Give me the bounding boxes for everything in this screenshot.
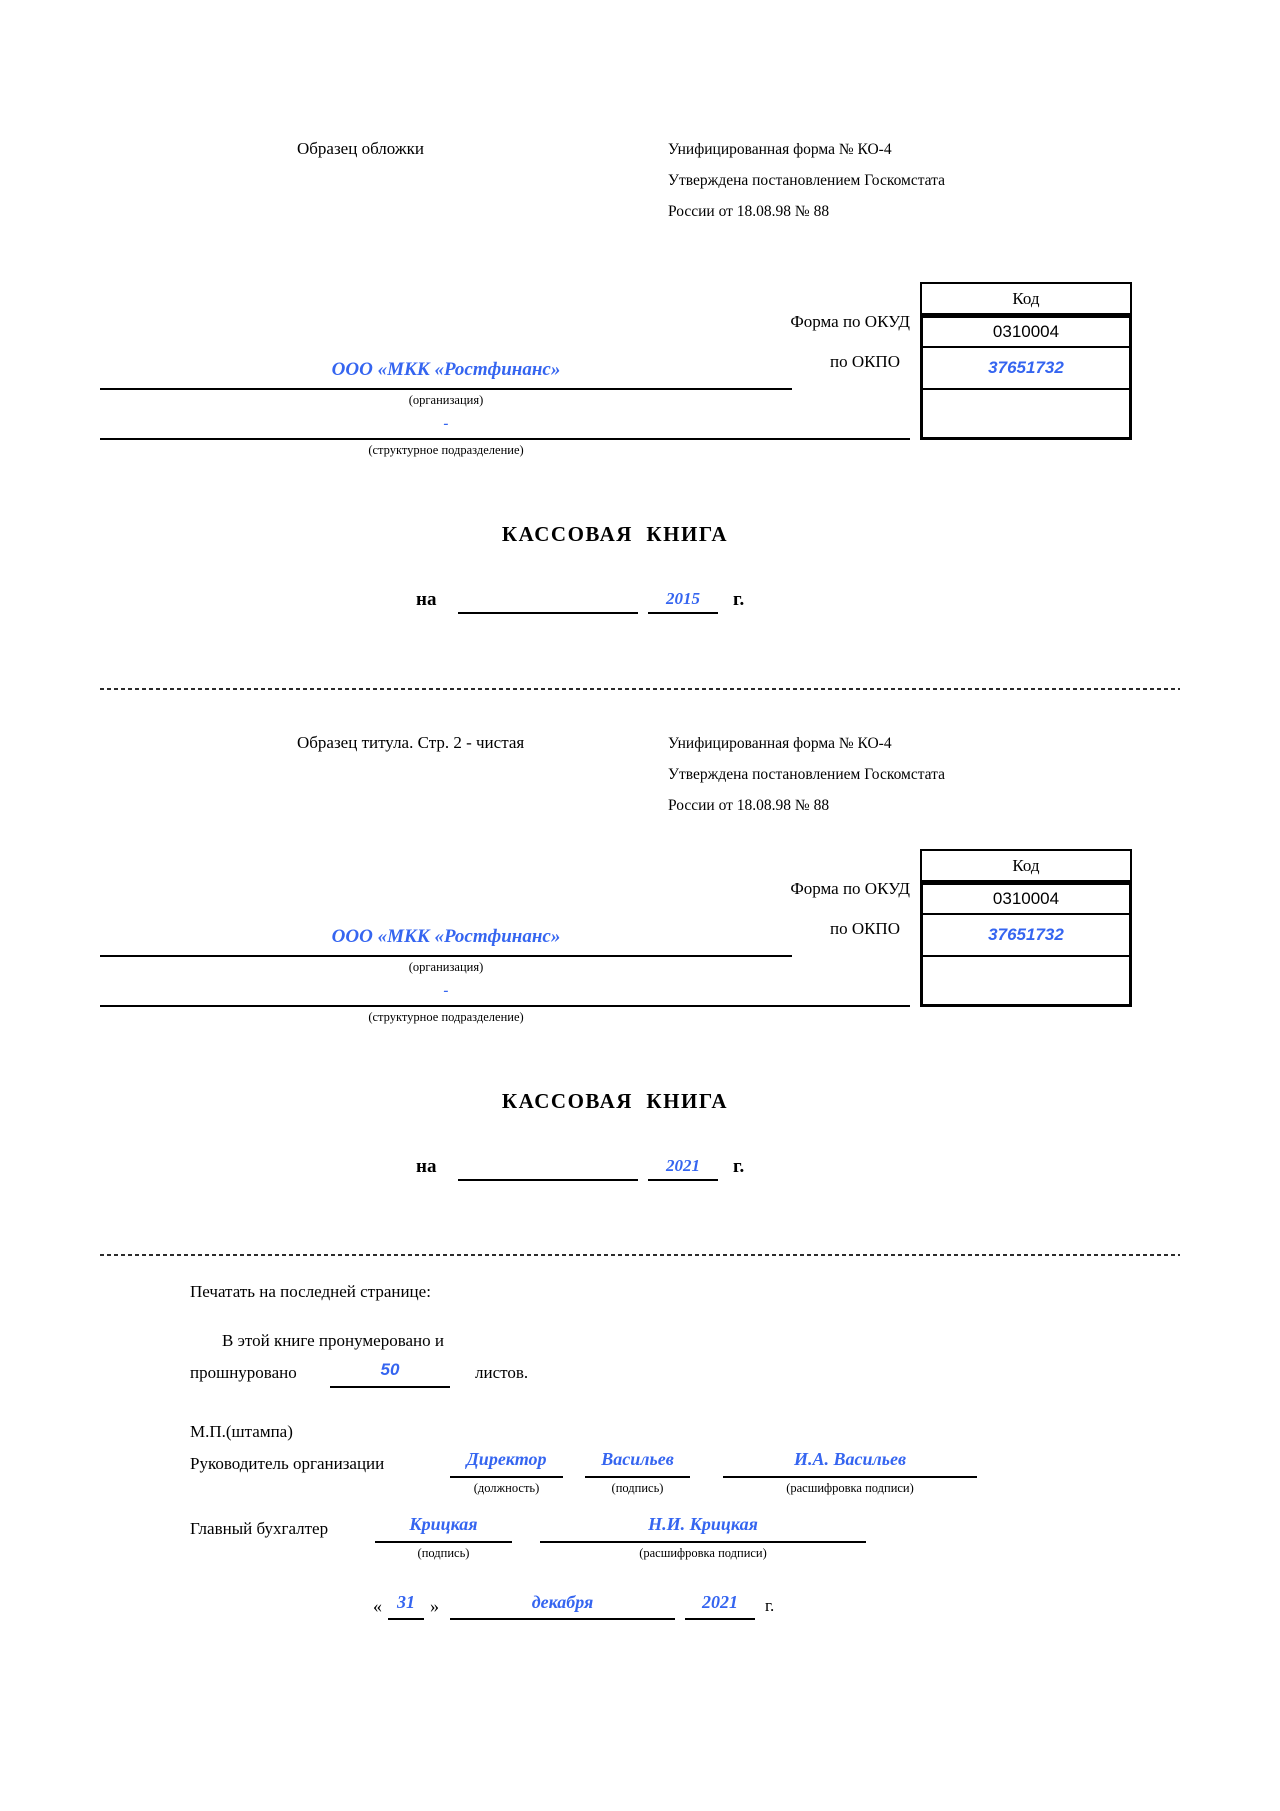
head-position-caption: (должность)	[473, 1481, 540, 1495]
organization-value: ООО «МКК «Ростфинанс»	[331, 359, 561, 380]
numbered-line-1: В этой книге пронумеровано и	[222, 1331, 445, 1350]
subdivision-caption: (структурное подразделение)	[368, 1010, 524, 1024]
head-signature-caption: (подпись)	[611, 1481, 664, 1495]
accountant-name-caption: (расшифровка подписи)	[639, 1546, 767, 1560]
accountant-signature-underline	[375, 1541, 512, 1543]
section-divider	[100, 1254, 1180, 1256]
year-blank-underline	[458, 1179, 638, 1181]
date-month-underline	[450, 1618, 675, 1620]
accountant-name-underline	[540, 1541, 866, 1543]
year-blank-underline	[458, 612, 638, 614]
okud-value: 0310004	[923, 885, 1129, 915]
head-label: Руководитель организации	[190, 1454, 385, 1473]
head-position-underline	[450, 1476, 563, 1478]
section-divider	[100, 688, 1180, 690]
accountant-name-value: Н.И. Крицкая	[648, 1514, 758, 1534]
head-name-value: И.А. Васильев	[793, 1449, 906, 1469]
form-header-line: Унифицированная форма № КО-4	[668, 735, 892, 752]
year-suffix: г.	[733, 1156, 745, 1177]
head-signature-value: Васильев	[601, 1449, 674, 1469]
form-header-line: Унифицированная форма № КО-4	[668, 141, 892, 158]
accountant-signature-caption: (подпись)	[417, 1546, 470, 1560]
subdivision-underline	[100, 1005, 910, 1007]
form-header-line: России от 18.08.98 № 88	[668, 203, 830, 220]
date-open-quote: «	[373, 1596, 382, 1616]
year-underline	[648, 1179, 718, 1181]
sample-label: Образец титула. Стр. 2 - чистая	[297, 733, 525, 752]
year-underline	[648, 612, 718, 614]
book-title: КАССОВАЯ КНИГА	[501, 1089, 729, 1113]
stamp-label: М.П.(штампа)	[190, 1422, 293, 1441]
date-year-underline	[685, 1618, 755, 1620]
okpo-label: по ОКПО	[829, 919, 900, 938]
date-close-quote: »	[430, 1596, 439, 1616]
organization-underline	[100, 388, 792, 390]
accountant-signature-value: Крицкая	[409, 1514, 478, 1534]
empty-code-cell	[923, 957, 1129, 1004]
date-suffix: г.	[765, 1596, 775, 1615]
organization-caption: (организация)	[408, 393, 484, 407]
form-header-block	[668, 134, 1008, 227]
okpo-label: по ОКПО	[829, 352, 900, 371]
code-table	[920, 282, 1132, 440]
okpo-value: 37651732	[923, 348, 1129, 390]
form-header-line: России от 18.08.98 № 88	[668, 797, 830, 814]
head-name-caption: (расшифровка подписи)	[786, 1481, 914, 1495]
numbered-prefix: прошнуровано	[190, 1363, 297, 1382]
sheets-count-underline	[330, 1386, 450, 1388]
sample-label: Образец обложки	[297, 139, 424, 158]
subdivision-underline	[100, 438, 910, 440]
year-value: 2015	[666, 589, 700, 608]
code-table-body	[920, 882, 1132, 1007]
date-day-value: 31	[397, 1592, 415, 1612]
okud-label: Форма по ОКУД	[790, 312, 910, 331]
empty-code-cell	[923, 390, 1129, 437]
head-name-underline	[723, 1476, 977, 1478]
year-suffix: г.	[733, 589, 745, 610]
form-header-block	[668, 728, 1008, 821]
form-header-line: Утверждена постановлением Госкомстата	[668, 172, 945, 189]
date-day-underline	[388, 1618, 424, 1620]
okud-value: 0310004	[923, 318, 1129, 348]
numbered-suffix: листов.	[475, 1363, 529, 1382]
head-signature-underline	[585, 1476, 690, 1478]
print-note: Печатать на последней странице:	[190, 1282, 431, 1301]
year-value: 2021	[666, 1156, 700, 1175]
year-prefix: на	[416, 1156, 437, 1177]
organization-value: ООО «МКК «Ростфинанс»	[331, 926, 561, 947]
date-year-value: 2021	[702, 1592, 738, 1612]
organization-underline	[100, 955, 792, 957]
subdivision-caption: (структурное подразделение)	[368, 443, 524, 457]
code-table-header: Код	[920, 282, 1132, 315]
code-table-header: Код	[920, 849, 1132, 882]
subdivision-value: -	[443, 416, 449, 432]
book-title: КАССОВАЯ КНИГА	[501, 522, 729, 546]
accountant-label: Главный бухгалтер	[190, 1519, 329, 1538]
head-position-value: Директор	[466, 1449, 547, 1469]
code-table-body	[920, 315, 1132, 440]
okpo-value: 37651732	[923, 915, 1129, 957]
sheets-count: 50	[380, 1360, 400, 1379]
organization-caption: (организация)	[408, 960, 484, 974]
code-table	[920, 849, 1132, 1007]
year-prefix: на	[416, 589, 437, 610]
okud-label: Форма по ОКУД	[790, 879, 910, 898]
date-month-value: декабря	[531, 1592, 594, 1612]
form-header-line: Утверждена постановлением Госкомстата	[668, 766, 945, 783]
subdivision-value: -	[443, 983, 449, 999]
